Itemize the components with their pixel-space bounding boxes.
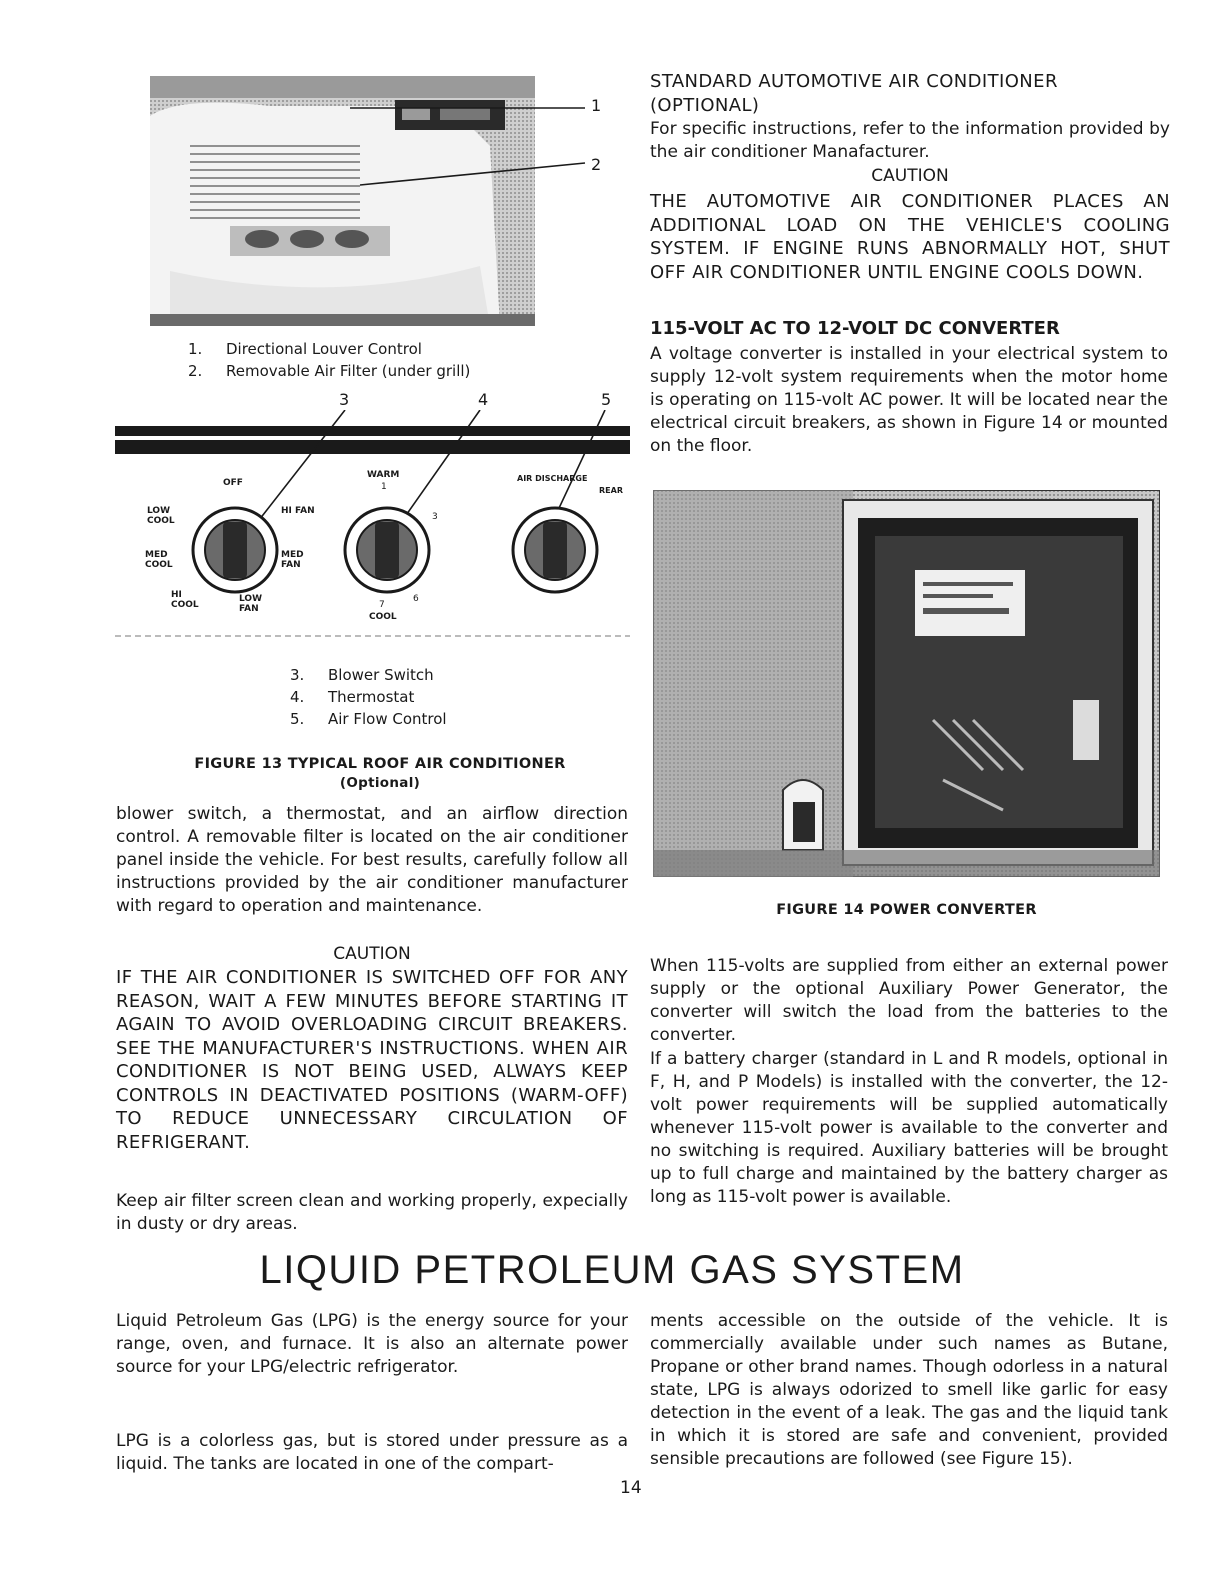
caption-item-2: 2. Removable Air Filter (under grill) (188, 362, 471, 380)
left-caution-text: IF THE AIR CONDITIONER IS SWITCHED OFF FOR ANY REASON, WAIT A FEW MINUTES BEFORE STARTING IT AGAIN TO AVOID OVERLOADING CIRCUIT BREAKERS. SEE THE MANUFACTURER'S INSTRUCTIONS. WHEN AIR CONDITIONER IS NOT BEING USED, ALWAYS KEEP CONTROLS IN DEACTIVATED POSITIONS (WARM-OFF) TO REDUCE UNNECESSARY CIRCULATION OF REFRIGERANT. (116, 967, 628, 1153)
thermo-label-7: 7 (379, 600, 385, 610)
figure13-title: FIGURE 13 TYPICAL ROOF AIR CONDITIONER (194, 756, 566, 772)
photo-leader-lines (340, 95, 600, 195)
caption-item-4: 4. Thermostat (290, 688, 415, 706)
left-caution-heading: CAUTION (333, 944, 411, 964)
figure14-photo (653, 490, 1160, 877)
right-caution-text: THE AUTOMOTIVE AIR CONDITIONER PLACES AN ADDITIONAL LOAD ON THE VEHICLE'S COOLING SYSTEM. IF ENGINE RUNS ABNORMALLY HOT, SHUT OFF AIR CONDITIONER UNTIL ENGINE COOLS DOWN. (650, 191, 1170, 283)
airflow-label-rear: REAR (599, 486, 623, 495)
callout-1: 1 (591, 96, 602, 115)
blower-label-med-cool: MED COOL (145, 550, 173, 570)
lpg-left-para2: LPG is a colorless gas, but is stored under pressure as a liquid. The tanks are located in one of the compart- (116, 1431, 628, 1474)
lpg-section-title: LIQUID PETROLEUM GAS SYSTEM (259, 1248, 965, 1292)
charger-para: If a battery charger (standard in L and R models, optional in F, H, and P Models) is installed with the converter, the 12-volt power requirements will be supplied automatically whenever 115-volt power is available to the converter and no switching is required. Auxiliary batteries will be brought up to full charge and maintained by the battery charger as long as 115-volt power is available. (650, 1049, 1168, 1207)
blower-label-low-fan: LOW FAN (239, 594, 262, 614)
right-caution-heading: CAUTION (871, 166, 949, 186)
control-panel-diagram (115, 410, 630, 645)
blower-label-off: OFF (223, 478, 243, 488)
blower-label-low-cool: LOW COOL (147, 506, 175, 526)
caption-item-3: 3. Blower Switch (290, 666, 434, 684)
left-para-blower: blower switch, a thermostat, and an airflow direction control. A removable filter is located on the air conditioner panel inside the vehicle. For best results, carefully follow all instructions provided by the air conditioner manufacturer with regard to operation and maintenance. (116, 804, 628, 916)
figure13-subtitle: (Optional) (339, 775, 421, 791)
power-converter-photo (653, 490, 1160, 877)
auto-ac-text: For specific instructions, refer to the information provided by the air conditioner Manafacturer. (650, 119, 1170, 162)
thermo-label-6: 6 (413, 594, 419, 604)
callout-4: 4 (478, 390, 489, 409)
photo-caption-list (188, 338, 470, 382)
callout-5: 5 (601, 390, 612, 409)
thermo-label-cool: COOL (369, 612, 397, 622)
supply-para: When 115-volts are supplied from either an external power supply or the optional Auxiliary Power Generator, the converter will switch the load from the batteries to the converter. (650, 956, 1168, 1045)
auto-ac-heading: STANDARD AUTOMOTIVE AIR CONDITIONER (OPTIONAL) (650, 71, 1058, 116)
page-number: 14 (620, 1478, 642, 1498)
thermo-label-1: 1 (381, 482, 387, 492)
callout-3: 3 (339, 390, 350, 409)
blower-label-med-fan: MED FAN (281, 550, 304, 570)
caption-item-5: 5. Air Flow Control (290, 710, 447, 728)
thermo-label-3: 3 (432, 512, 438, 522)
lpg-left-para1: Liquid Petroleum Gas (LPG) is the energy source for your range, oven, and furnace. It is also an alternate power source for your LPG/electric refrigerator. (116, 1311, 628, 1377)
converter-text: A voltage converter is installed in your electrical system to supply 12-volt system requirements when the motor home is operating on 115-volt AC power. It will be located near the electrical circuit breakers, as shown in Figure 14 or mounted on the floor. (650, 344, 1168, 456)
thermo-label-warm: WARM (367, 470, 400, 480)
callout-2: 2 (591, 155, 602, 174)
converter-heading: 115-VOLT AC TO 12-VOLT DC CONVERTER (650, 318, 1060, 339)
figure14-caption: FIGURE 14 POWER CONVERTER (776, 902, 1037, 918)
airflow-label-discharge: AIR DISCHARGE (517, 474, 588, 483)
left-para-filter: Keep air filter screen clean and working properly, expecially in dusty or dry areas. (116, 1191, 628, 1234)
blower-label-hi-fan: HI FAN (281, 506, 315, 516)
caption-item-1: 1. Directional Louver Control (188, 340, 422, 358)
lpg-right-para: ments accessible on the outside of the vehicle. It is commercially available under such names as Butane, Propane or other brand names. Though odorless in a natural state, LPG is always odorized to smell like garlic for easy detection in the event of a leak. The gas and the liquid tank in which it is stored are safe and convenient, provided sensible precautions are followed (see Figure 15). (650, 1311, 1168, 1469)
control-caption-list (290, 664, 447, 730)
blower-label-hi-cool: HI COOL (171, 590, 199, 610)
